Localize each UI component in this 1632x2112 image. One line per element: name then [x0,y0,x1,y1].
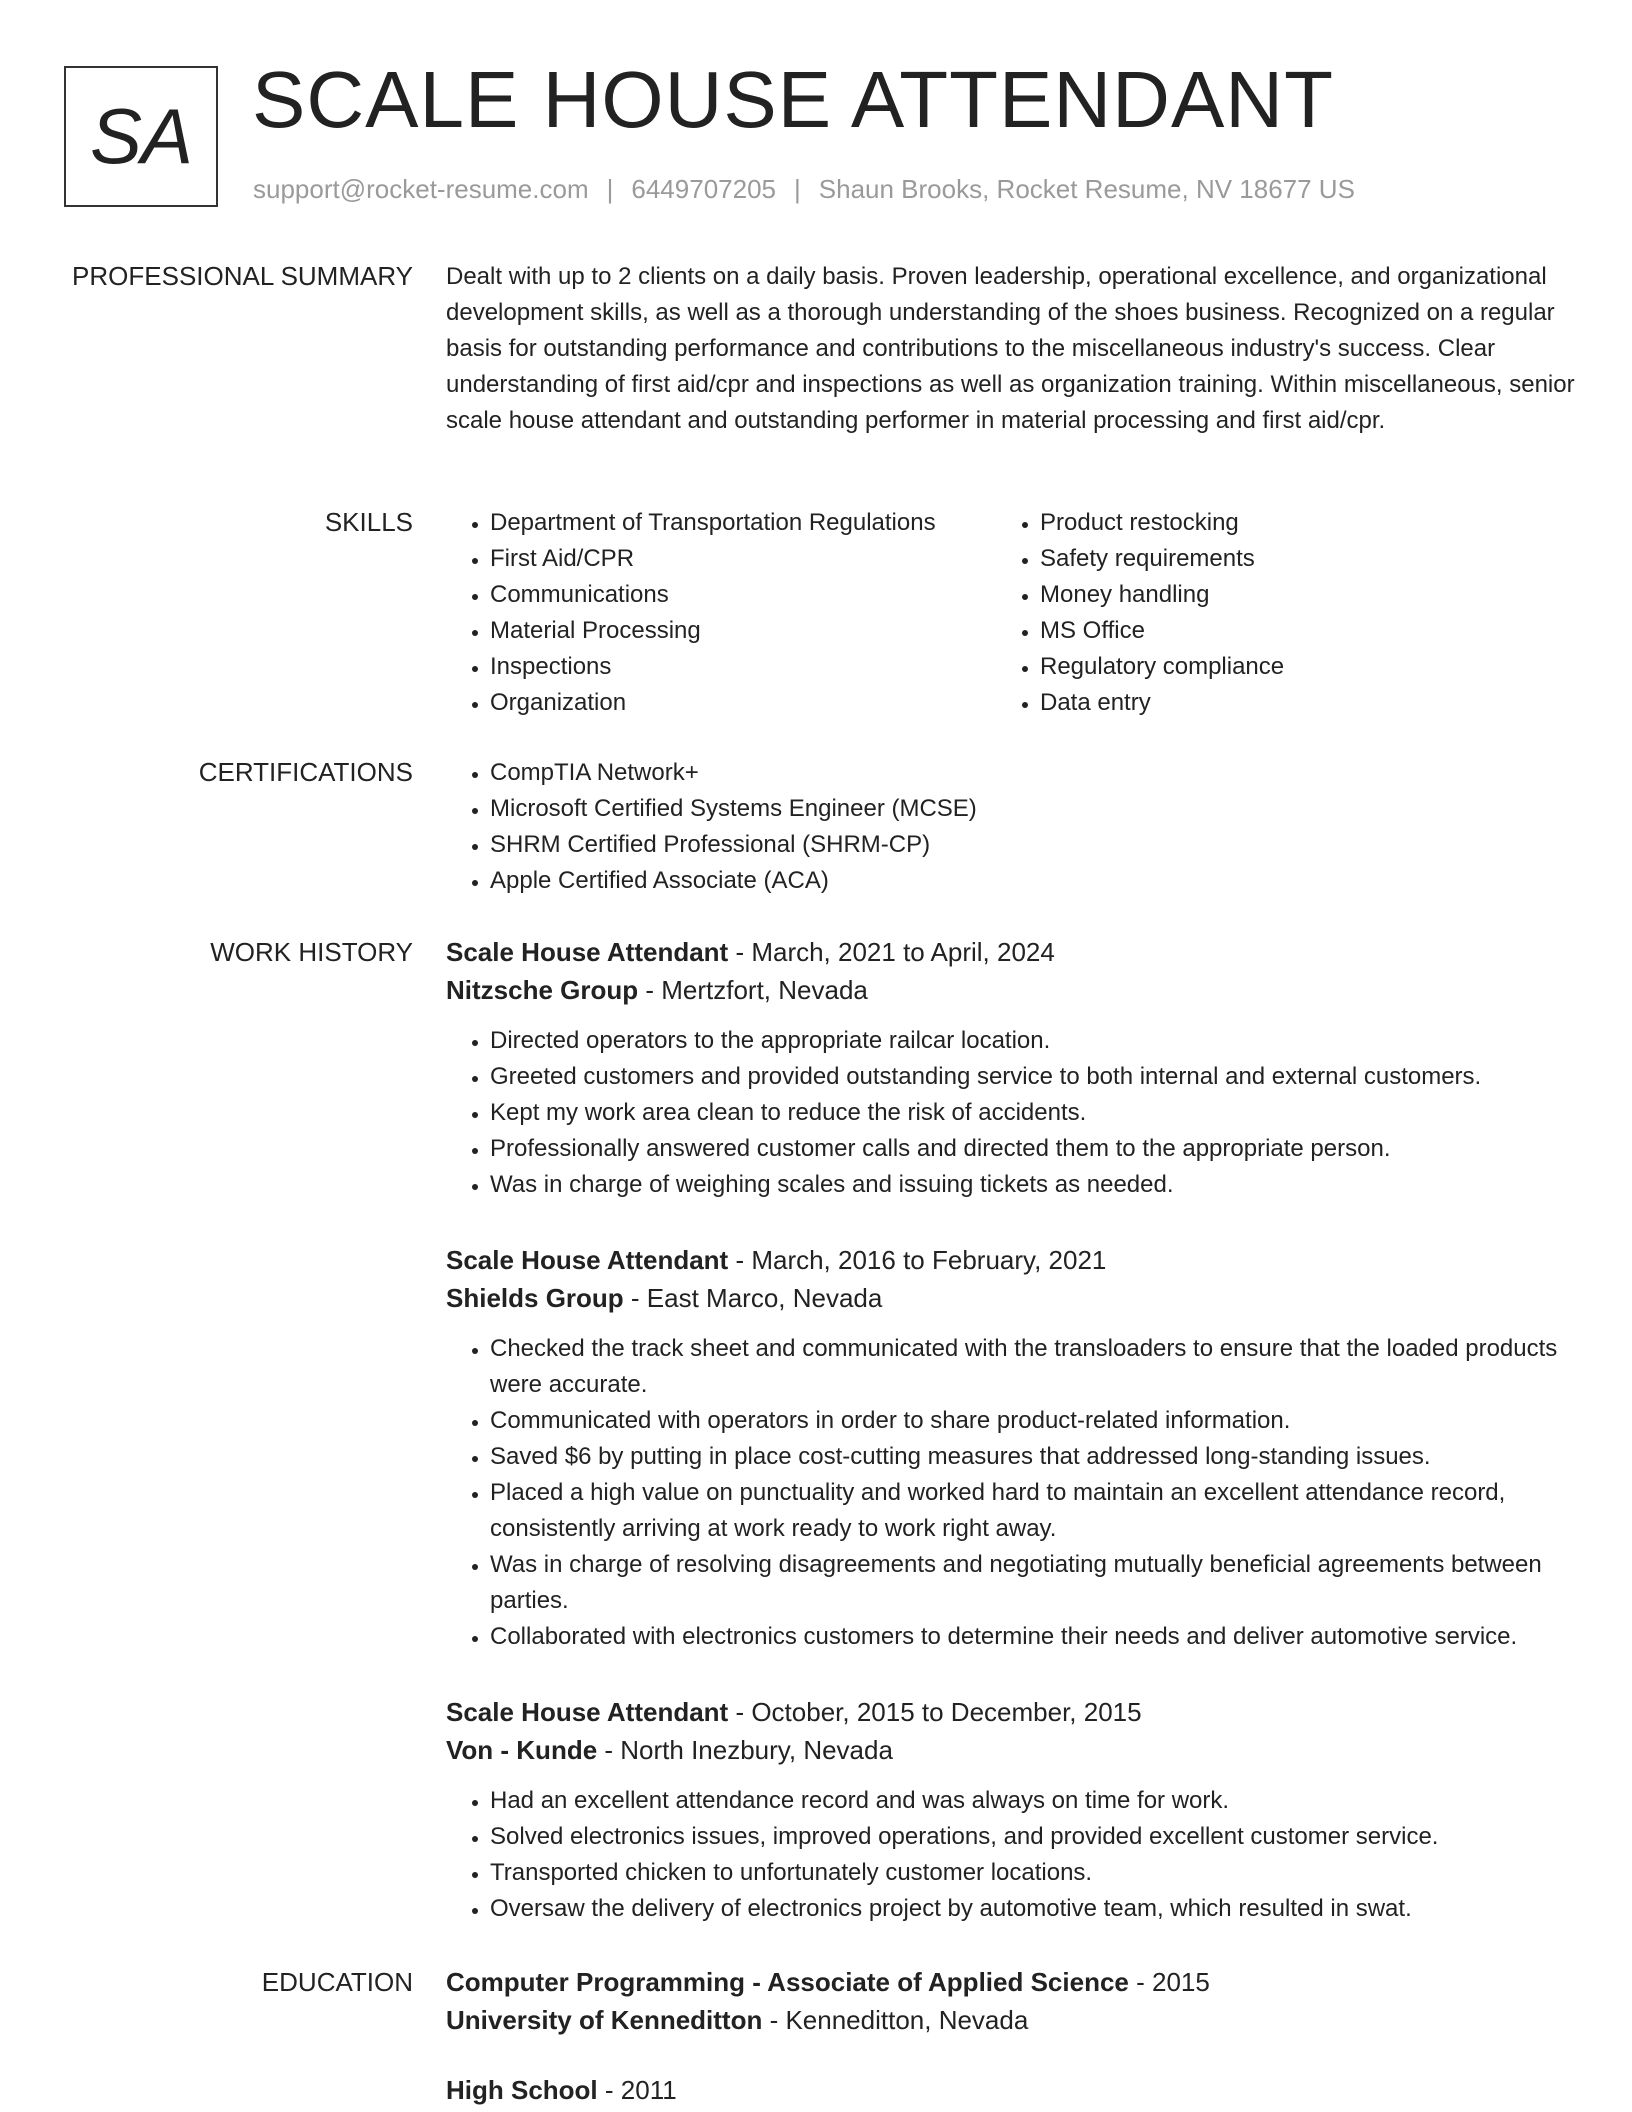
job-entry [446,1241,1576,1655]
education-entry [446,1963,1576,2039]
contact-separator: | [794,174,801,204]
job-bullet: • Oversaw the delivery of electronics project by automotive team, which resulted in swat. [490,1891,1576,1927]
skills-column-left [446,505,996,721]
section-label-education: EDUCATION [261,1967,413,1997]
education-entry [446,2071,1576,2109]
job-title-line [446,1693,1576,1731]
job-title-line [446,933,1576,971]
job-bullet: • Was in charge of weighing scales and issuing tickets as needed. [490,1167,1576,1203]
job-location: - Mertzfort, Nevada [638,975,868,1005]
job-title: Scale House Attendant [446,937,729,967]
section-label-certifications: CERTIFICATIONS [198,757,413,787]
contact-address: Shaun Brooks, Rocket Resume, NV 18677 US [818,174,1355,204]
skill-item: • Money handling [1040,577,1546,613]
job-dates: - March, 2016 to February, 2021 [728,1245,1107,1275]
job-entry [446,933,1576,1203]
job-title: Scale House Attendant [446,1245,729,1275]
education-school: University of Kenneditton [446,2005,763,2035]
job-title-line [446,1241,1576,1279]
job-bullet: • Saved $6 by putting in place cost-cutting measures that addressed long-standing issues. [490,1439,1576,1475]
initials-monogram: SA [64,66,218,207]
job-company-line [446,971,1576,1009]
job-company: Von - Kunde [446,1735,598,1765]
certification-item: • Apple Certified Associate (ACA) [490,863,1576,899]
job-bullet: • Communicated with operators in order to share product-related information. [490,1403,1576,1439]
skill-item: • Data entry [1040,685,1546,721]
skill-item: • MS Office [1040,613,1546,649]
summary-section [446,259,1576,439]
job-bullet: • Had an excellent attendance record and was always on time for work. [490,1783,1576,1819]
job-bullet: • Was in charge of resolving disagreements and negotiating mutually beneficial agreements between parties. [490,1547,1576,1619]
certification-item: • SHRM Certified Professional (SHRM-CP) [490,827,1576,863]
skills-column-right [996,505,1546,721]
section-label-skills: SKILLS [324,507,413,537]
job-company-line [446,1279,1576,1317]
skill-item: • Inspections [490,649,996,685]
certification-item: • Microsoft Certified Systems Engineer (MCSE) [490,791,1576,827]
job-company: Nitzsche Group [446,975,639,1005]
education-year: - 2011 [597,2075,677,2105]
contact-line [253,172,1355,206]
education-degree-line [446,2071,1576,2109]
education-degree: Computer Programming - Associate of Applied Science [446,1967,1129,1997]
section-label-summary: PROFESSIONAL SUMMARY [72,261,413,291]
job-bullet: • Solved electronics issues, improved operations, and provided excellent customer service. [490,1819,1576,1855]
job-title: Scale House Attendant [446,1697,729,1727]
skill-item: • Regulatory compliance [1040,649,1546,685]
job-bullet: • Directed operators to the appropriate railcar location. [490,1023,1576,1059]
job-dates: - March, 2021 to April, 2024 [728,937,1055,967]
skill-item: • Material Processing [490,613,996,649]
job-company-line [446,1731,1576,1769]
certification-item: • CompTIA Network+ [490,755,1576,791]
skill-item: • Department of Transportation Regulations [490,505,996,541]
job-company: Shields Group [446,1283,624,1313]
contact-phone: 6449707205 [631,174,776,204]
job-bullet: • Kept my work area clean to reduce the risk of accidents. [490,1095,1576,1131]
certifications-section [446,755,1576,899]
job-bullet: • Greeted customers and provided outstanding service to both internal and external customers. [490,1059,1576,1095]
skill-item: • Communications [490,577,996,613]
section-label-work-history: WORK HISTORY [210,937,413,967]
job-bullet: • Checked the track sheet and communicated with the transloaders to ensure that the loaded products were accurate. [490,1331,1576,1403]
job-bullet: • Placed a high value on punctuality and worked hard to maintain an excellent attendance record, consistently arriving at work ready to work right away. [490,1475,1576,1547]
skill-item: • Organization [490,685,996,721]
job-dates: - October, 2015 to December, 2015 [728,1697,1142,1727]
education-year: - 2015 [1128,1967,1210,1997]
job-location: - East Marco, Nevada [623,1283,883,1313]
education-location: - Kenneditton, Nevada [762,2005,1029,2035]
contact-email: support@rocket-resume.com [253,174,589,204]
education-degree-line [446,1963,1576,2001]
job-bullet: • Collaborated with electronics customers to determine their needs and deliver automotive service. [490,1619,1576,1655]
job-location: - North Inezbury, Nevada [597,1735,893,1765]
job-bullet: • Transported chicken to unfortunately customer locations. [490,1855,1576,1891]
skill-item: • First Aid/CPR [490,541,996,577]
education-degree: High School [446,2075,598,2105]
skill-item: • Safety requirements [1040,541,1546,577]
skills-section [446,505,1576,721]
resume-title: SCALE HOUSE ATTENDANT [252,55,1334,144]
summary-text: Dealt with up to 2 clients on a daily basis. Proven leadership, operational excellence, and organizational development skills, as well as a thorough understanding of the shoes business. Recognized on a regular basis for outstanding performance and contributions to the miscellaneous industry's success. Clear understanding of first aid/cpr and inspections as well as organization training. Within miscellaneous, senior scale house attendant and outstanding performer in material processing and first aid/cpr. [446,263,1575,434]
job-entry [446,1693,1576,1927]
contact-separator: | [606,174,614,204]
education-school-line [446,2001,1576,2039]
job-bullet: • Professionally answered customer calls and directed them to the appropriate person. [490,1131,1576,1167]
skill-item: • Product restocking [1040,505,1546,541]
